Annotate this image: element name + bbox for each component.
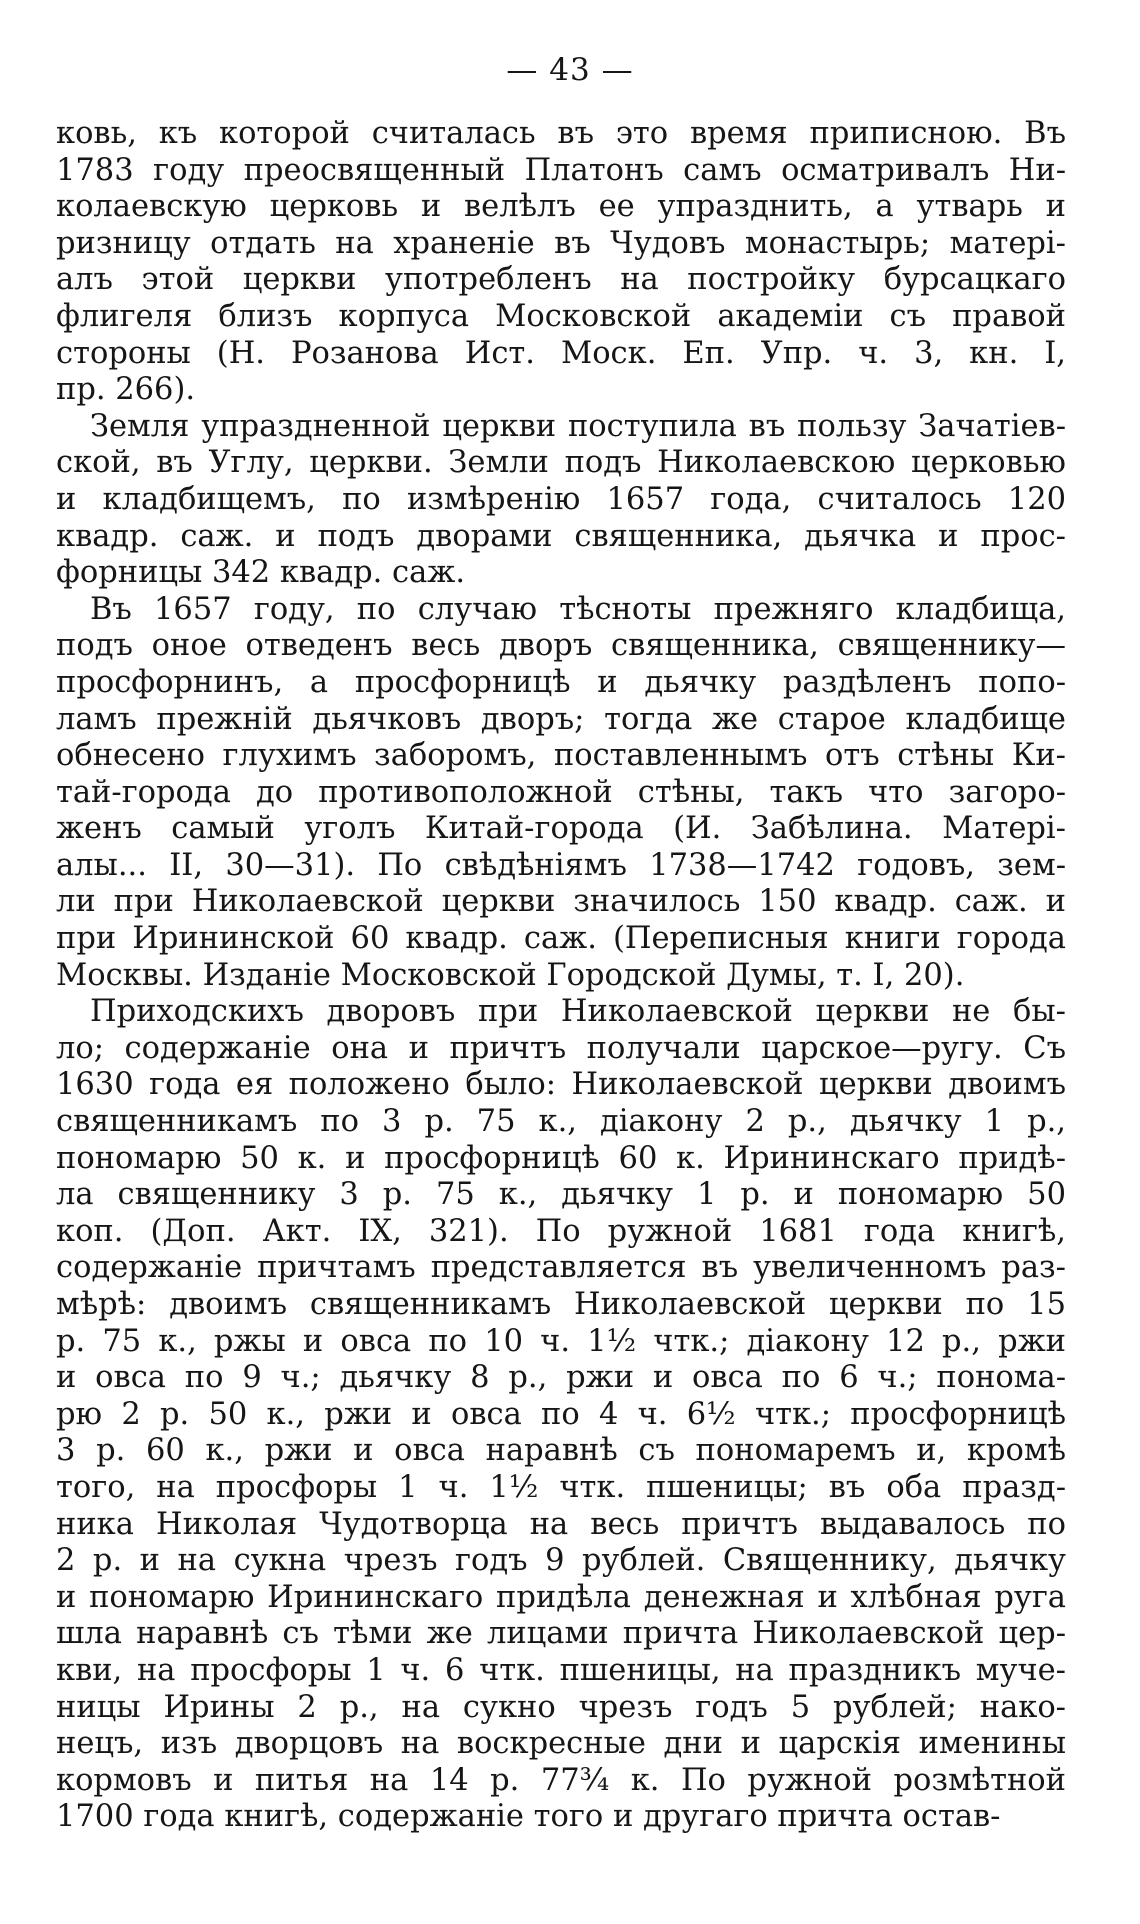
text-line: р. 75 к., ржы и овса по 10 ч. 1½ чтк.; діакону 12 р., ржи [56, 1323, 1066, 1359]
text-line: ризницу отдать на храненіе въ Чудовъ монастырь; матері- [56, 225, 1066, 261]
text-line: рю 2 р. 50 к., ржи и овса по 4 ч. 6½ чтк.; просфорницѣ [56, 1396, 1066, 1432]
text-line: 3 р. 60 к., ржи и овса наравнѣ съ пономаремъ и, кромѣ [56, 1433, 1066, 1469]
text-line: и овса по 9 ч.; дьячку 8 р., ржи и овса по 6 ч.; понома- [56, 1360, 1066, 1396]
text-line: подъ оное отведенъ весь дворъ священника, священнику— [56, 628, 1066, 664]
text-line: ницы Ирины 2 р., на сукно чрезъ годъ 5 рублей; нако- [56, 1689, 1066, 1725]
text-line: женъ самый уголъ Китай-города (И. Забѣлина. Матері- [56, 811, 1066, 847]
body-text [56, 116, 1066, 1836]
text-line: ли при Николаевской церкви значилось 150 квадр. саж. и [56, 884, 1066, 920]
text-line: ла священнику 3 р. 75 к., дьячку 1 р. и пономарю 50 [56, 1177, 1066, 1213]
text-line: стороны (Н. Розанова Ист. Моск. Еп. Упр. ч. 3, кн. I, [56, 335, 1066, 371]
text-line: ло; содержаніе она и причтъ получали царское—ругу. Съ [56, 1030, 1066, 1066]
paragraph [56, 592, 1066, 995]
text-line: Приходскихъ дворовъ при Николаевской церкви не бы- [90, 994, 1066, 1030]
paragraph [56, 116, 1066, 409]
text-line: 2 р. и на сукна чрезъ годъ 9 рублей. Священнику, дьячку [56, 1543, 1066, 1579]
text-line: форницы 342 квадр. саж. [56, 555, 466, 591]
text-line: квадр. саж. и подъ дворами священника, дьячка и прос- [56, 518, 1066, 554]
text-line: коп. (Доп. Акт. IX, 321). По ружной 1681 года книгѣ, [56, 1213, 1066, 1249]
text-line: колаевскую церковь и велѣлъ ее упразднить, а утварь и [56, 189, 1066, 225]
text-line: ковь, къ которой считалась въ это время приписною. Въ [56, 116, 1066, 151]
text-line: Земля упраздненной церкви поступила въ пользу Зачатіев- [90, 408, 1066, 444]
text-line: обнесено глухимъ заборомъ, поставленнымъ отъ стѣны Ки- [56, 738, 1066, 774]
text-line: нецъ, изъ дворцовъ на воскресные дни и царскія именины [56, 1726, 1066, 1762]
text-line: и кладбищемъ, по измѣренію 1657 года, считалось 120 [56, 481, 1066, 517]
text-line: пр. 266). [56, 372, 196, 408]
text-line: ской, въ Углу, церкви. Земли подъ Николаевскою церковью [56, 445, 1066, 481]
text-line: тай-города до противоположной стѣны, такъ что загоро- [56, 774, 1066, 810]
text-line: ламъ прежній дьячковъ дворъ; тогда же старое кладбище [56, 701, 1066, 737]
text-line: того, на просфоры 1 ч. 1½ чтк. пшеницы; въ оба празд- [56, 1469, 1066, 1505]
text-line: 1630 года ея положено было: Николаевской церкви двоимъ [56, 1067, 1066, 1103]
text-line: шла наравнѣ съ тѣми же лицами причта Николаевской цер- [56, 1616, 1066, 1652]
paragraph [56, 994, 1066, 1836]
paragraph [56, 409, 1066, 592]
text-line: кви, на просфоры 1 ч. 6 чтк. пшеницы, на праздникъ муче- [56, 1652, 1066, 1688]
text-line: кормовъ и питья на 14 р. 77¾ к. По ружной розмѣтной [56, 1762, 1066, 1798]
text-line: ника Николая Чудотворца на весь причтъ выдавалось по [56, 1506, 1066, 1542]
text-line: Москвы. Изданіе Московской Городской Думы, т. I, 20). [56, 957, 965, 993]
text-line: алъ этой церкви употребленъ на постройку бурсацкаго [56, 262, 1066, 298]
text-line: священникамъ по 3 р. 75 к., діакону 2 р., дьячку 1 р., [56, 1104, 1066, 1140]
text-line: и пономарю Ирининскаго придѣла денежная и хлѣбная руга [56, 1579, 1066, 1615]
text-line: флигеля близъ корпуса Московской академіи съ правой [56, 298, 1066, 334]
text-line: пономарю 50 к. и просфорницѣ 60 к. Ирининскаго придѣ- [56, 1140, 1066, 1176]
text-line: 1700 года книгѣ, содержаніе того и другаго причта остав- [56, 1799, 1001, 1835]
text-line: Въ 1657 году, по случаю тѣсноты прежняго кладбища, [90, 591, 1066, 627]
text-line: мѣрѣ: двоимъ священникамъ Николаевской церкви по 15 [56, 1287, 1066, 1322]
page-number: — 43 — [506, 52, 634, 88]
text-line: содержаніе причтамъ представляется въ увеличенномъ раз- [56, 1250, 1066, 1286]
text-line: при Ирининской 60 квадр. саж. (Переписныя книги города [56, 921, 1066, 957]
text-line: алы... II, 30—31). По свѣдѣніямъ 1738—1742 годовъ, зем- [56, 847, 1066, 883]
text-line: просфорнинъ, а просфорницѣ и дьячку раздѣленъ попо- [56, 664, 1066, 700]
text-line: 1783 году преосвященный Платонъ самъ осматривалъ Ни- [56, 152, 1066, 188]
